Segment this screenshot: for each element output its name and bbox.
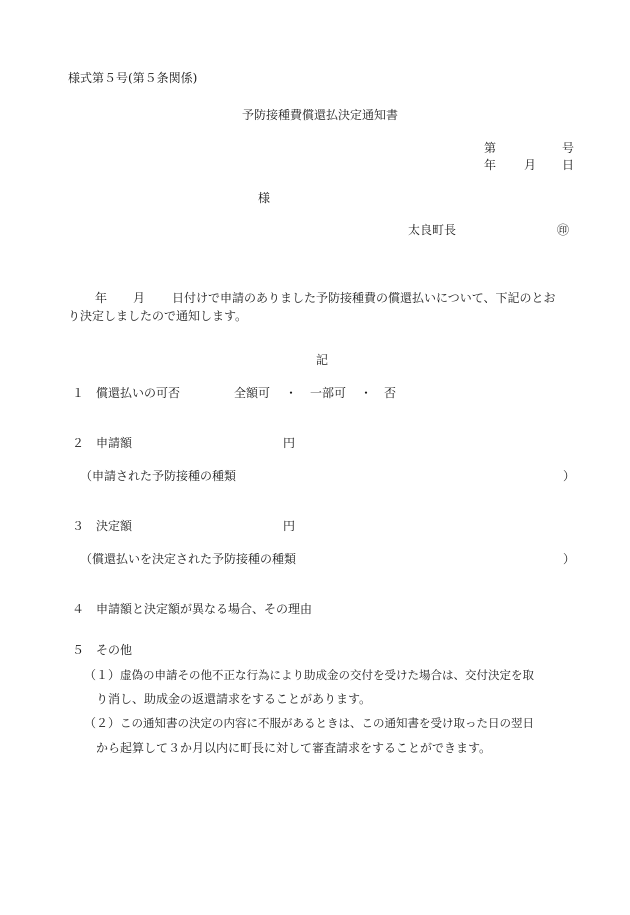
- intro-line-1: 日付けで申請のありました予防接種費の償還払いについて、下記のとお: [172, 291, 556, 305]
- date-day-label: 日: [562, 158, 575, 172]
- intro-month-label: 月: [133, 291, 146, 305]
- intro-year-label: 年: [95, 291, 108, 305]
- item3-yen-unit: 円: [283, 519, 296, 533]
- document-title: 予防接種費償還払決定通知書: [242, 108, 399, 122]
- item2-number: ２: [72, 436, 85, 450]
- reference-number-prefix: 第: [484, 141, 497, 155]
- item4-label: 申請額と決定額が異なる場合、その理由: [96, 602, 313, 616]
- option-denied: 否: [384, 386, 397, 400]
- note1-number: （１）: [84, 668, 121, 682]
- option-full-amount: 全額可: [234, 386, 271, 400]
- item5-label: その他: [96, 643, 133, 657]
- reference-number-suffix: 号: [562, 141, 575, 155]
- note1-line-2: り消し、助成金の返還請求をすることがあります。: [96, 692, 372, 706]
- applied-vaccination-type-label: （申請された予防接種の種類: [80, 469, 237, 483]
- item4-number: ４: [72, 602, 85, 616]
- note2-line-2: から起算して３か月以内に町長に対して審査請求をすることができます。: [96, 741, 492, 755]
- option-partial-amount: 一部可: [310, 386, 347, 400]
- decided-vaccination-type-label: （償還払いを決定された予防接種の種類: [80, 552, 297, 566]
- date-year-label: 年: [484, 158, 497, 172]
- ki-heading: 記: [316, 353, 329, 367]
- addressee-honorific: 様: [258, 191, 271, 205]
- date-month-label: 月: [524, 158, 537, 172]
- note1-line-1: 虚偽の申請その他不正な行為により助成金の交付を受けた場合は、交付決定を取: [120, 668, 534, 682]
- issuer-seal: ㊞: [557, 223, 570, 237]
- note2-number: （２）: [84, 716, 121, 730]
- intro-line-2: り決定しましたので通知します。: [68, 309, 248, 323]
- form-number: 様式第５号(第５条関係): [68, 71, 198, 85]
- item5-number: ５: [72, 643, 85, 657]
- item1-number: １: [72, 386, 85, 400]
- item3-label: 決定額: [96, 519, 133, 533]
- item3-number: ３: [72, 519, 85, 533]
- option-separator: ・: [285, 386, 298, 400]
- issuer-name: 太良町長: [408, 223, 457, 237]
- item2-label: 申請額: [96, 436, 133, 450]
- applied-vaccination-type-close: ）: [563, 469, 576, 483]
- item1-label: 償還払いの可否: [96, 386, 181, 400]
- note2-line-1: この通知書の決定の内容に不服があるときは、この通知書を受け取った日の翌日: [120, 716, 534, 730]
- item2-yen-unit: 円: [283, 436, 296, 450]
- decided-vaccination-type-close: ）: [563, 552, 576, 566]
- option-separator: ・: [360, 386, 373, 400]
